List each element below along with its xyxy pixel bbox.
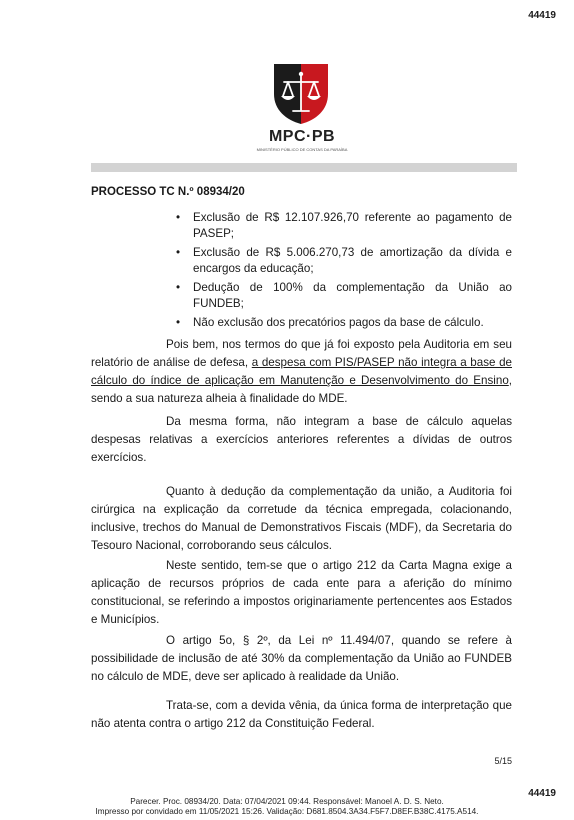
bullet-item: • Exclusão de R$ 5.006.270,73 de amortização da dívida e encargos da educação;: [176, 245, 512, 277]
scales-of-justice-icon: [272, 62, 330, 126]
page-number-top: 44419: [528, 10, 556, 21]
page-indicator: 5/15: [494, 756, 512, 766]
paragraph-6: Trata-se, com a devida vênia, da única forma de interpretação que não atenta contra o artigo 212 da Constituição Federal.: [91, 699, 512, 730]
page-number-bottom: 44419: [528, 788, 556, 799]
footer-line-2: Impresso por convidado em 11/05/2021 15:26. Validação: D681.8504.3A34.F5F7.D8EF.B38C.4175.A514.: [95, 807, 479, 816]
paragraph-2: Da mesma forma, não integram a base de cálculo aquelas despesas relativas a exercícios anteriores referentes a dívidas de outros exercícios.: [91, 415, 512, 464]
paragraph-1-text: Pois bem, nos termos do que já foi exposto pela Auditoria em seu relatório de análise de defesa,: [91, 338, 512, 369]
paragraph-4: Neste sentido, tem-se que o artigo 212 da Carta Magna exige a aplicação de recursos próprios de cada ente para a aferição do mínimo constitucional, se referindo a impostos originariamente pertencentes aos Estados e Municípios.: [91, 559, 512, 626]
paragraph-5: O artigo 5o, § 2º, da Lei nº 11.494/07, quando se refere à possibilidade de inclusão de até 30% da complementação da União ao FUNDEB no cálculo de MDE, deve ser aplicado à realidade da União.: [91, 634, 512, 683]
paragraph-3: Quanto à dedução da complementação da união, a Auditoria foi cirúrgica na explicação da corretude da técnica empregada, colacionando, inclusive, trechos do Manual de Demonstrativos Fiscais (MDF), da Secretaria do Tesouro Nacional, corroborando seus cálculos.: [91, 485, 512, 552]
paragraph-1: [91, 336, 512, 408]
logo-subtitle: MINISTÉRIO PÚBLICO DE CONTAS DA PARAÍBA: [256, 147, 348, 152]
logo-title: MPC·PB: [268, 128, 336, 145]
bullet-item: • Exclusão de R$ 12.107.926,70 referente ao pagamento de PASEP;: [176, 210, 512, 242]
bullet-item: • Dedução de 100% da complementação da União ao FUNDEB;: [176, 280, 512, 312]
header-divider: [91, 163, 517, 172]
bullet-list: [176, 210, 512, 334]
footer-line-1: Parecer. Proc. 08934/20. Data: 07/04/2021 09:44. Responsável: Manoel A. D. S. Neto.: [130, 797, 444, 806]
underlined-text: a despesa com PIS/PASEP não integra a base de cálculo do índice de aplicação em Manutenção e Desenvolvimento do Ensino: [91, 356, 512, 387]
bullet-item: • Não exclusão dos precatórios pagos da base de cálculo.: [176, 315, 512, 331]
process-title: PROCESSO TC N.º 08934/20: [91, 186, 245, 198]
mpc-pb-logo: [272, 62, 330, 126]
paragraph-1-end: , sendo a sua natureza alheia à finalidade do MDE.: [91, 374, 512, 405]
